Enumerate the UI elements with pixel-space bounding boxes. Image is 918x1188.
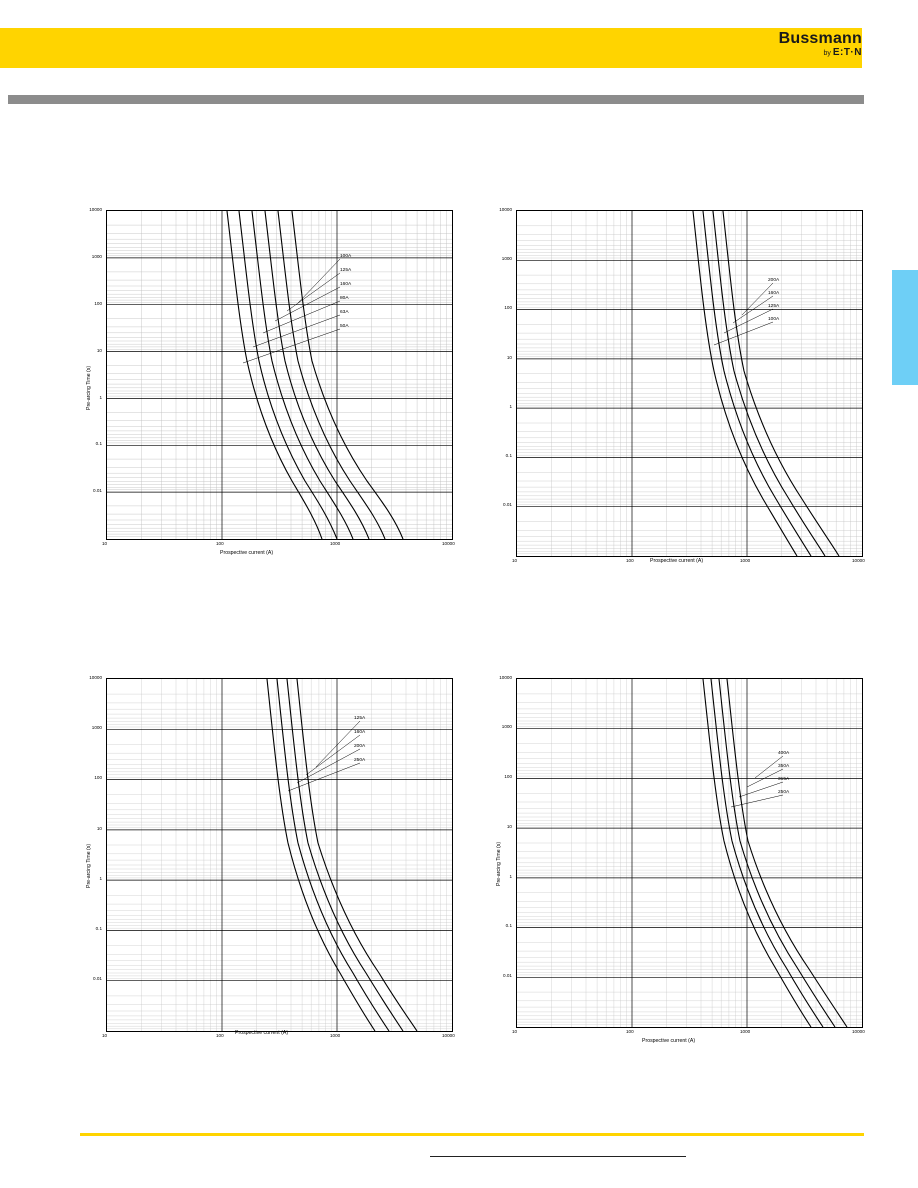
y-tick: 10 [96,348,102,353]
x-tick: 10000 [852,1029,865,1034]
curve-label: 125A [340,268,352,273]
x-tick: 1000 [330,541,341,546]
curve-label: 250A [354,758,366,763]
y-tick: 0.01 [503,973,512,978]
header-grey-band [8,95,864,104]
x-tick: 1000 [740,1029,751,1034]
curve-label: 100A [340,254,352,259]
x-tick: 10 [102,541,108,546]
curve-label: 200A [354,744,366,749]
y-tick: 1000 [501,724,512,729]
y-tick: 1000 [91,725,102,730]
brand-parent-name: E:T·N [832,47,862,58]
y-tick: 100 [504,305,512,310]
x-axis-label: Prospective current (A) [642,1038,696,1044]
x-tick: 100 [216,1033,224,1038]
y-tick: 0.1 [95,441,102,446]
x-tick: 10000 [442,541,455,546]
curve-label: 160A [768,291,780,296]
chart-bottom-right [490,675,870,1048]
chart-top-right-plot [516,210,863,557]
curve-label: 400A [778,751,790,756]
footer-yellow-rule [80,1133,864,1136]
curve-label: 315A [778,777,790,782]
y-tick: 100 [94,301,102,306]
y-tick: 10000 [89,675,102,680]
y-tick: 100 [94,775,102,780]
y-axis-label: Pre-arcing Time (s) [86,365,92,410]
chart-bottom-left [80,675,460,1048]
brand-logo [742,30,862,66]
x-axis-label: Prospective current (A) [650,558,704,564]
curve-label: 350A [778,764,790,769]
chart-bottom-left-plot [106,678,453,1032]
x-axis-label: Prospective current (A) [235,1030,289,1036]
curve-label: 125A [354,716,366,721]
y-tick: 0.1 [95,926,102,931]
chart-bottom-left-graphics [107,679,452,1031]
brand-name: Bussmann [778,30,862,47]
footer-divider [430,1156,686,1157]
x-tick: 10000 [442,1033,455,1038]
y-tick: 0.01 [93,976,102,981]
y-tick: 10 [506,824,512,829]
curve-label: 100A [768,317,780,322]
chart-bottom-right-graphics [517,679,862,1027]
y-tick: 0.01 [503,502,512,507]
x-tick: 100 [626,1029,634,1034]
chart-top-right-graphics [517,211,862,556]
x-tick: 1000 [740,558,751,563]
y-tick: 1 [509,404,512,409]
y-tick: 1000 [501,256,512,261]
y-tick: 1 [99,876,102,881]
y-tick: 0.1 [505,453,512,458]
chart-top-left-plot [106,210,453,540]
brand-sub-line [742,48,862,58]
y-tick: 10 [506,355,512,360]
y-tick: 10 [96,826,102,831]
y-tick: 1 [99,395,102,400]
chart-bottom-right-plot [516,678,863,1028]
curve-label: 160A [354,730,366,735]
curve-label: 80A [340,296,349,301]
chart-top-left-graphics [107,211,452,539]
x-tick: 1000 [330,1033,341,1038]
y-axis-label: Pre-arcing Time (s) [496,841,502,886]
chart-top-right [490,207,870,575]
curve-label: 125A [768,304,780,309]
x-tick: 10 [512,1029,518,1034]
y-tick: 0.01 [93,488,102,493]
y-tick: 10000 [89,207,102,212]
y-tick: 100 [504,774,512,779]
curve-label: 63A [340,310,349,315]
y-tick: 10000 [499,207,512,212]
y-tick: 1000 [91,254,102,259]
x-tick: 100 [216,541,224,546]
x-tick: 10 [512,558,518,563]
curve-label: 250A [778,790,790,795]
header-yellow-band [0,28,862,68]
curve-label: 160A [340,282,352,287]
brand-sub-by: by [823,50,831,57]
x-axis-label: Prospective current (A) [220,550,274,556]
page-side-tab [892,270,918,385]
curve-label: 200A [768,278,780,283]
x-tick: 100 [626,558,634,563]
x-tick: 10 [102,1033,108,1038]
y-tick: 10000 [499,675,512,680]
curve-label: 50A [340,324,349,329]
y-axis-label: Pre-arcing Time (s) [86,843,92,888]
chart-top-left [80,207,460,558]
y-tick: 1 [509,874,512,879]
y-tick: 0.1 [505,923,512,928]
x-tick: 10000 [852,558,865,563]
